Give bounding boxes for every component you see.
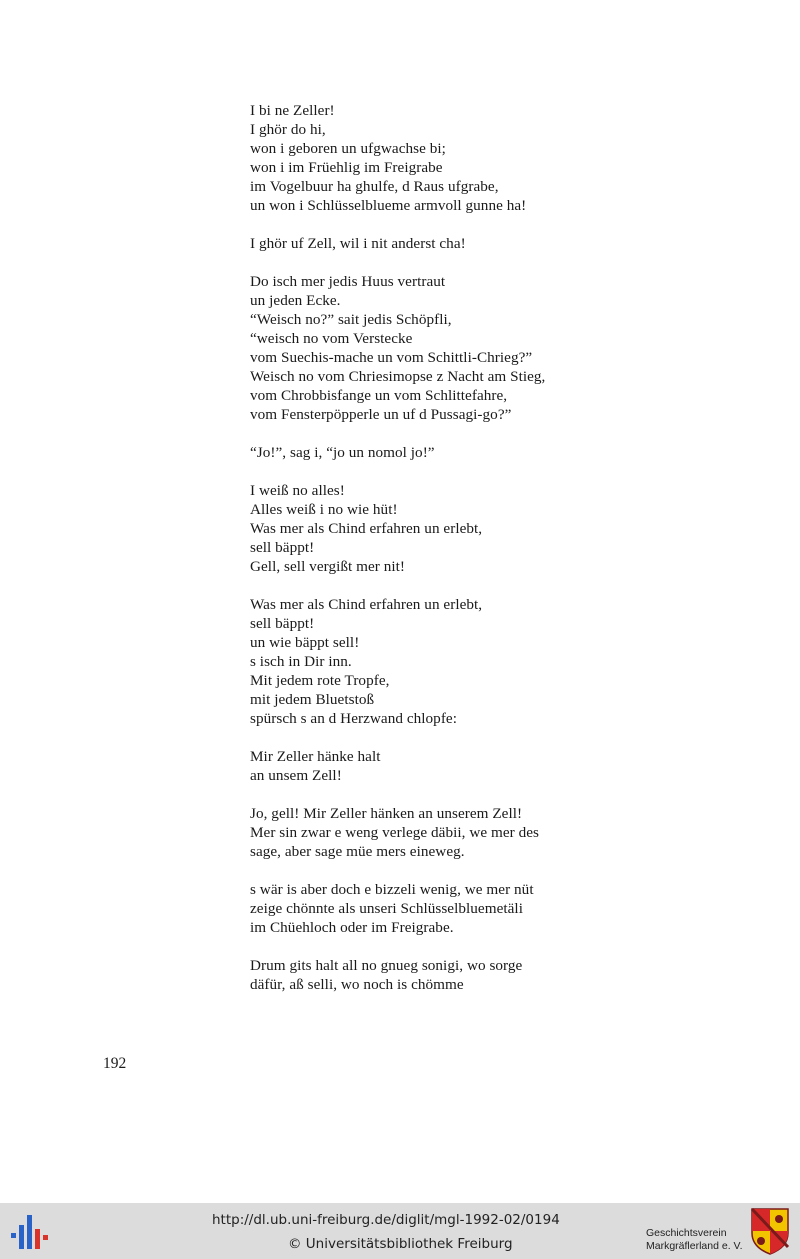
stanza: [250, 804, 670, 861]
poem-line: Mer sin zwar e weng verlege däbii, we mer des: [250, 824, 540, 841]
society-name-line2: Markgräflerland e. V.: [646, 1240, 743, 1252]
stanza: [250, 956, 670, 994]
footer-bar: [0, 1203, 800, 1259]
poem-line: zeige chönnte als unseri Schlüsselbluemetäli: [250, 900, 523, 917]
poem-line: I bi ne Zeller!: [250, 102, 335, 119]
poem-line: Mit jedem rote Tropfe,: [250, 672, 390, 689]
poem-line: sage, aber sage müe mers eineweg.: [250, 843, 465, 860]
poem-line: mit jedem Bluetstoß: [250, 691, 375, 708]
poem-line: däfür, aß selli, wo noch is chömme: [250, 976, 464, 993]
society-name: [646, 1227, 743, 1253]
stanza: [250, 481, 670, 576]
poem-line: un won i Schlüsselblueme armvoll gunne ha!: [250, 197, 527, 214]
stanza: [250, 880, 670, 937]
poem-line: vom Chrobbisfange un vom Schlittefahre,: [250, 387, 508, 404]
poem-line: I ghör uf Zell, wil i nit anderst cha!: [250, 235, 466, 252]
poem-line: “weisch no vom Verstecke: [250, 330, 413, 347]
poem-text: [250, 101, 670, 1013]
poem-line: Mir Zeller hänke halt: [250, 748, 381, 765]
poem-line: Jo, gell! Mir Zeller hänken an unserem Zell!: [250, 805, 523, 822]
poem-line: Alles weiß i no wie hüt!: [250, 501, 398, 518]
poem-line: Do isch mer jedis Huus vertraut: [250, 273, 446, 290]
poem-line: Was mer als Chind erfahren un erlebt,: [250, 520, 483, 537]
stanza: [250, 234, 670, 253]
poem-line: sell bäppt!: [250, 615, 315, 632]
stanza: [250, 272, 670, 424]
poem-line: vom Suechis-mache un vom Schittli-Chrieg?”: [250, 349, 533, 366]
poem-line: s wär is aber doch e bizzeli wenig, we mer nüt: [250, 881, 534, 898]
poem-line: won i im Früehlig im Freigrabe: [250, 159, 443, 176]
poem-line: spürsch s an d Herzwand chlopfe:: [250, 710, 457, 727]
poem-line: vom Fensterpöpperle un uf d Pussagi-go?”: [250, 406, 512, 423]
poem-line: s isch in Dir inn.: [250, 653, 352, 670]
poem-line: Weisch no vom Chriesimopse z Nacht am Stieg,: [250, 368, 546, 385]
page-number: 192: [103, 1055, 127, 1072]
poem-line: un wie bäppt sell!: [250, 634, 360, 651]
poem-line: an unsem Zell!: [250, 767, 342, 784]
poem-line: I weiß no alles!: [250, 482, 345, 499]
poem-line: won i geboren un ufgwachse bi;: [250, 140, 446, 157]
poem-line: im Chüehloch oder im Freigrabe.: [250, 919, 454, 936]
poem-line: sell bäppt!: [250, 539, 315, 556]
poem-line: “Weisch no?” sait jedis Schöpfli,: [250, 311, 452, 328]
coat-of-arms-icon[interactable]: [750, 1207, 790, 1255]
stanza: [250, 747, 670, 785]
permalink-link[interactable]: http://dl.ub.uni-freiburg.de/diglit/mgl-1992-02/0194: [212, 1212, 560, 1228]
stanza: [250, 101, 670, 215]
poem-line: Was mer als Chind erfahren un erlebt,: [250, 596, 483, 613]
poem-line: “Jo!”, sag i, “jo un nomol jo!”: [250, 444, 435, 461]
stanza: [250, 443, 670, 462]
poem-line: Gell, sell vergißt mer nit!: [250, 558, 406, 575]
stanza: [250, 595, 670, 728]
poem-line: I ghör do hi,: [250, 121, 326, 138]
society-name-line1: Geschichtsverein: [646, 1227, 727, 1239]
poem-line: un jeden Ecke.: [250, 292, 341, 309]
poem-line: im Vogelbuur ha ghulfe, d Raus ufgrabe,: [250, 178, 499, 195]
ub-freiburg-logo-icon[interactable]: [10, 1211, 52, 1253]
poem-line: Drum gits halt all no gnueg sonigi, wo sorge: [250, 957, 523, 974]
copyright-notice: © Universitätsbibliothek Freiburg: [288, 1236, 513, 1252]
